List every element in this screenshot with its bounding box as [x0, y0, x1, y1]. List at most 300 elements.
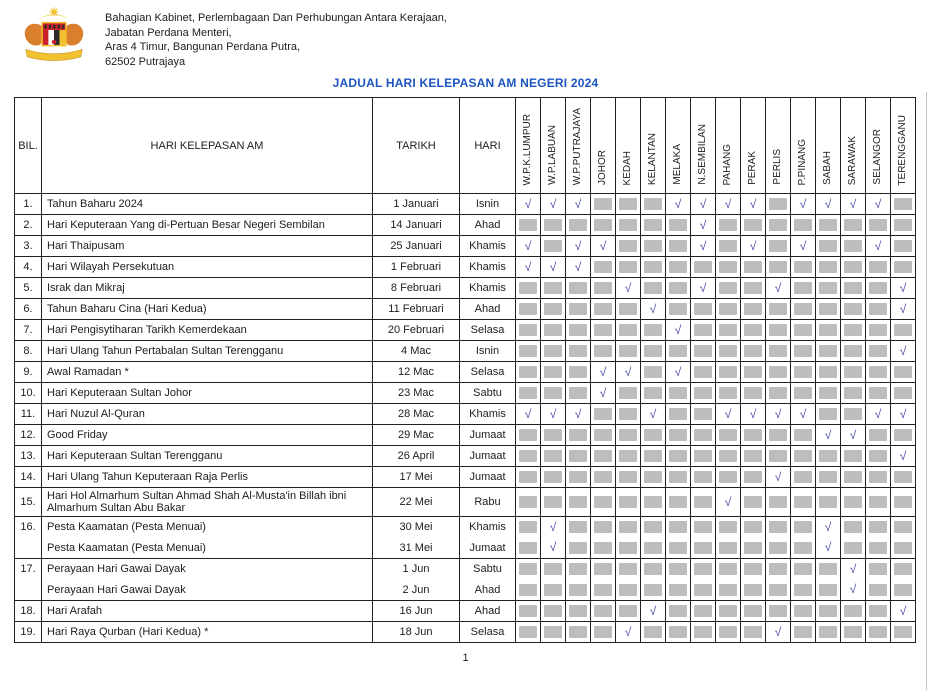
check-mark: √: [649, 603, 657, 618]
no-holiday-cell: [516, 362, 541, 383]
state-name-label: MELAKA: [672, 144, 683, 186]
no-holiday-cell: [841, 341, 866, 362]
no-holiday-cell: [516, 622, 541, 643]
state-column-header: [591, 98, 616, 194]
no-holiday-box: [869, 542, 887, 554]
no-holiday-cell: [766, 488, 791, 517]
bil-cell: 11.: [15, 404, 42, 425]
no-holiday-box: [519, 584, 537, 596]
holiday-check-cell: [516, 194, 541, 215]
table-row: [15, 517, 916, 538]
no-holiday-box: [719, 219, 737, 231]
address-line: Jabatan Perdana Menteri,: [105, 26, 232, 39]
bil-cell: 16.: [15, 517, 42, 538]
day-cell: Jumaat: [460, 538, 516, 559]
state-name-label: W.P.K.LUMPUR: [522, 113, 533, 186]
no-holiday-box: [819, 496, 837, 508]
state-column-header: [541, 98, 566, 194]
check-mark: √: [899, 343, 907, 358]
no-holiday-box: [619, 387, 637, 399]
no-holiday-box: [619, 198, 637, 210]
table-row: [15, 320, 916, 341]
no-holiday-box: [544, 429, 562, 441]
holiday-check-cell: [766, 622, 791, 643]
no-holiday-box: [869, 387, 887, 399]
no-holiday-cell: [741, 517, 766, 538]
no-holiday-box: [669, 521, 687, 533]
no-holiday-box: [744, 605, 762, 617]
no-holiday-cell: [841, 215, 866, 236]
no-holiday-cell: [766, 559, 791, 580]
check-mark: √: [799, 196, 807, 211]
no-holiday-cell: [641, 215, 666, 236]
no-holiday-cell: [866, 278, 891, 299]
no-holiday-box: [894, 366, 912, 378]
no-holiday-cell: [716, 362, 741, 383]
page-title: JADUAL HARI KELEPASAN AM NEGERI 2024: [332, 76, 599, 91]
no-holiday-box: [719, 240, 737, 252]
check-mark: √: [899, 406, 907, 421]
check-mark: √: [649, 406, 657, 421]
holiday-check-cell: [641, 601, 666, 622]
no-holiday-box: [519, 521, 537, 533]
table-row: [15, 404, 916, 425]
no-holiday-box: [644, 324, 662, 336]
no-holiday-box: [794, 429, 812, 441]
state-column-header: [791, 98, 816, 194]
no-holiday-cell: [766, 236, 791, 257]
no-holiday-cell: [566, 467, 591, 488]
no-holiday-cell: [791, 580, 816, 601]
no-holiday-cell: [716, 467, 741, 488]
no-holiday-box: [644, 219, 662, 231]
table-row: [15, 383, 916, 404]
no-holiday-cell: [691, 383, 716, 404]
no-holiday-box: [569, 303, 587, 315]
no-holiday-box: [694, 345, 712, 357]
no-holiday-cell: [891, 467, 916, 488]
no-holiday-cell: [516, 446, 541, 467]
check-mark: √: [574, 196, 582, 211]
no-holiday-box: [644, 450, 662, 462]
no-holiday-box: [669, 303, 687, 315]
no-holiday-cell: [591, 404, 616, 425]
holiday-check-cell: [691, 278, 716, 299]
no-holiday-box: [819, 261, 837, 273]
holiday-check-cell: [566, 194, 591, 215]
check-mark: √: [774, 406, 782, 421]
no-holiday-cell: [741, 538, 766, 559]
no-holiday-cell: [841, 383, 866, 404]
no-holiday-box: [744, 345, 762, 357]
no-holiday-cell: [691, 580, 716, 601]
no-holiday-cell: [766, 601, 791, 622]
no-holiday-cell: [541, 622, 566, 643]
no-holiday-cell: [591, 467, 616, 488]
no-holiday-box: [894, 261, 912, 273]
no-holiday-cell: [616, 580, 641, 601]
state-name-label: W.P.PUTRAJAYA: [572, 107, 583, 186]
no-holiday-cell: [666, 622, 691, 643]
no-holiday-box: [594, 429, 612, 441]
no-holiday-box: [594, 198, 612, 210]
no-holiday-box: [794, 261, 812, 273]
no-holiday-box: [819, 282, 837, 294]
no-holiday-cell: [841, 299, 866, 320]
no-holiday-box: [844, 521, 862, 533]
no-holiday-cell: [591, 622, 616, 643]
no-holiday-box: [719, 324, 737, 336]
holiday-check-cell: [616, 362, 641, 383]
state-column-header: [716, 98, 741, 194]
check-mark: √: [574, 406, 582, 421]
state-name-label: SABAH: [822, 151, 833, 186]
no-holiday-box: [669, 496, 687, 508]
table-row: [15, 538, 916, 559]
no-holiday-cell: [816, 236, 841, 257]
no-holiday-box: [694, 324, 712, 336]
no-holiday-box: [694, 542, 712, 554]
no-holiday-cell: [891, 236, 916, 257]
no-holiday-cell: [566, 488, 591, 517]
table-row: [15, 446, 916, 467]
no-holiday-box: [769, 198, 787, 210]
no-holiday-box: [744, 282, 762, 294]
malaysia-coat-of-arms-logo: [16, 7, 92, 65]
bil-cell: 15.: [15, 488, 42, 517]
no-holiday-cell: [691, 488, 716, 517]
no-holiday-cell: [766, 517, 791, 538]
no-holiday-box: [769, 324, 787, 336]
state-name-label: KELANTAN: [647, 133, 658, 186]
holiday-name-cell: Hari Keputeraan Sultan Johor: [42, 383, 373, 404]
table-row: [15, 425, 916, 446]
no-holiday-cell: [841, 236, 866, 257]
no-holiday-box: [794, 366, 812, 378]
no-holiday-box: [769, 429, 787, 441]
day-cell: Ahad: [460, 580, 516, 601]
no-holiday-box: [519, 324, 537, 336]
no-holiday-cell: [891, 362, 916, 383]
no-holiday-box: [794, 563, 812, 575]
no-holiday-cell: [616, 446, 641, 467]
date-cell: 25 Januari: [373, 236, 460, 257]
state-name-label: SARAWAK: [847, 135, 858, 186]
no-holiday-box: [619, 471, 637, 483]
no-holiday-box: [869, 563, 887, 575]
no-holiday-cell: [816, 601, 841, 622]
date-cell: 12 Mac: [373, 362, 460, 383]
no-holiday-box: [794, 324, 812, 336]
no-holiday-cell: [666, 538, 691, 559]
no-holiday-cell: [816, 467, 841, 488]
no-holiday-box: [769, 605, 787, 617]
date-cell: 22 Mei: [373, 488, 460, 517]
no-holiday-box: [794, 521, 812, 533]
no-holiday-cell: [791, 425, 816, 446]
check-mark: √: [874, 406, 882, 421]
no-holiday-box: [569, 542, 587, 554]
no-holiday-box: [719, 626, 737, 638]
no-holiday-box: [769, 450, 787, 462]
no-holiday-box: [719, 366, 737, 378]
no-holiday-cell: [516, 278, 541, 299]
no-holiday-box: [619, 584, 637, 596]
no-holiday-box: [544, 345, 562, 357]
no-holiday-cell: [716, 215, 741, 236]
no-holiday-box: [619, 240, 637, 252]
check-mark: √: [874, 196, 882, 211]
no-holiday-cell: [666, 425, 691, 446]
no-holiday-box: [694, 521, 712, 533]
no-holiday-cell: [641, 341, 666, 362]
no-holiday-cell: [616, 517, 641, 538]
no-holiday-cell: [791, 622, 816, 643]
no-holiday-box: [669, 408, 687, 420]
no-holiday-box: [819, 408, 837, 420]
no-holiday-box: [744, 303, 762, 315]
no-holiday-cell: [791, 278, 816, 299]
no-holiday-box: [894, 324, 912, 336]
check-mark: √: [524, 259, 532, 274]
holiday-check-cell: [541, 517, 566, 538]
no-holiday-box: [594, 345, 612, 357]
state-name-label: PERLIS: [772, 149, 783, 186]
no-holiday-cell: [541, 278, 566, 299]
no-holiday-cell: [541, 320, 566, 341]
no-holiday-cell: [791, 488, 816, 517]
no-holiday-box: [694, 303, 712, 315]
day-cell: Isnin: [460, 341, 516, 362]
check-mark: √: [549, 406, 557, 421]
check-mark: √: [774, 469, 782, 484]
no-holiday-cell: [716, 257, 741, 278]
no-holiday-box: [769, 542, 787, 554]
bil-cell: [15, 538, 42, 559]
no-holiday-cell: [866, 341, 891, 362]
bil-cell: 8.: [15, 341, 42, 362]
check-mark: √: [524, 196, 532, 211]
no-holiday-box: [544, 605, 562, 617]
no-holiday-box: [569, 450, 587, 462]
no-holiday-cell: [666, 446, 691, 467]
no-holiday-cell: [666, 236, 691, 257]
no-holiday-box: [669, 450, 687, 462]
no-holiday-box: [619, 261, 637, 273]
no-holiday-cell: [641, 622, 666, 643]
no-holiday-box: [694, 450, 712, 462]
holiday-check-cell: [591, 236, 616, 257]
no-holiday-box: [669, 542, 687, 554]
letterhead-address: [105, 7, 447, 69]
holiday-check-cell: [791, 194, 816, 215]
state-column-header: [841, 98, 866, 194]
no-holiday-box: [819, 605, 837, 617]
no-holiday-cell: [641, 383, 666, 404]
check-mark: √: [849, 582, 857, 597]
date-cell: 8 Februari: [373, 278, 460, 299]
no-holiday-box: [619, 345, 637, 357]
no-holiday-cell: [816, 383, 841, 404]
no-holiday-box: [694, 605, 712, 617]
no-holiday-cell: [866, 383, 891, 404]
no-holiday-cell: [716, 320, 741, 341]
holiday-name-cell: Hari Pengisytiharan Tarikh Kemerdekaan: [42, 320, 373, 341]
no-holiday-box: [794, 542, 812, 554]
no-holiday-box: [844, 324, 862, 336]
no-holiday-box: [544, 626, 562, 638]
no-holiday-box: [894, 626, 912, 638]
check-mark: √: [674, 364, 682, 379]
state-column-header: [516, 98, 541, 194]
no-holiday-box: [819, 240, 837, 252]
table-row: [15, 278, 916, 299]
no-holiday-box: [694, 496, 712, 508]
no-holiday-cell: [616, 425, 641, 446]
check-mark: √: [724, 494, 732, 509]
holiday-check-cell: [516, 236, 541, 257]
state-column-header: [641, 98, 666, 194]
holiday-check-cell: [591, 383, 616, 404]
holiday-table: [14, 97, 916, 643]
holiday-check-cell: [691, 215, 716, 236]
no-holiday-box: [719, 450, 737, 462]
holiday-check-cell: [766, 404, 791, 425]
no-holiday-box: [769, 563, 787, 575]
no-holiday-box: [694, 584, 712, 596]
no-holiday-cell: [591, 278, 616, 299]
no-holiday-box: [619, 303, 637, 315]
holiday-check-cell: [541, 404, 566, 425]
holiday-check-cell: [541, 538, 566, 559]
holiday-check-cell: [891, 446, 916, 467]
no-holiday-cell: [866, 446, 891, 467]
holiday-check-cell: [566, 404, 591, 425]
no-holiday-cell: [866, 601, 891, 622]
no-holiday-box: [594, 324, 612, 336]
no-holiday-box: [694, 471, 712, 483]
no-holiday-box: [844, 387, 862, 399]
date-cell: 31 Mei: [373, 538, 460, 559]
no-holiday-cell: [816, 278, 841, 299]
address-line: Aras 4 Timur, Bangunan Perdana Putra,: [105, 41, 301, 54]
no-holiday-box: [519, 387, 537, 399]
no-holiday-box: [694, 387, 712, 399]
no-holiday-box: [644, 429, 662, 441]
check-mark: √: [624, 364, 632, 379]
no-holiday-cell: [716, 622, 741, 643]
no-holiday-cell: [616, 601, 641, 622]
no-holiday-box: [519, 429, 537, 441]
holiday-check-cell: [791, 236, 816, 257]
no-holiday-cell: [566, 215, 591, 236]
no-holiday-cell: [741, 425, 766, 446]
no-holiday-cell: [541, 215, 566, 236]
check-mark: √: [599, 385, 607, 400]
no-holiday-cell: [616, 383, 641, 404]
no-holiday-cell: [841, 622, 866, 643]
no-holiday-cell: [641, 236, 666, 257]
no-holiday-cell: [716, 341, 741, 362]
no-holiday-cell: [866, 559, 891, 580]
day-cell: Selasa: [460, 320, 516, 341]
no-holiday-cell: [616, 404, 641, 425]
no-holiday-cell: [616, 320, 641, 341]
no-holiday-cell: [866, 467, 891, 488]
state-name-label: KEDAH: [622, 150, 633, 186]
no-holiday-box: [569, 521, 587, 533]
no-holiday-cell: [766, 299, 791, 320]
no-holiday-box: [594, 471, 612, 483]
no-holiday-cell: [566, 278, 591, 299]
table-row: [15, 194, 916, 215]
no-holiday-cell: [516, 601, 541, 622]
no-holiday-box: [894, 429, 912, 441]
holiday-check-cell: [691, 236, 716, 257]
no-holiday-cell: [766, 580, 791, 601]
no-holiday-box: [569, 605, 587, 617]
no-holiday-box: [669, 563, 687, 575]
state-column-header: [666, 98, 691, 194]
state-name-label: W.P.LABUAN: [547, 125, 558, 186]
check-mark: √: [574, 238, 582, 253]
table-row: [15, 362, 916, 383]
no-holiday-cell: [641, 580, 666, 601]
no-holiday-cell: [841, 446, 866, 467]
no-holiday-box: [844, 282, 862, 294]
no-holiday-box: [719, 471, 737, 483]
no-holiday-box: [519, 282, 537, 294]
no-holiday-cell: [641, 194, 666, 215]
check-mark: √: [824, 519, 832, 534]
no-holiday-box: [819, 450, 837, 462]
holiday-name-cell: Hari Wilayah Persekutuan: [42, 257, 373, 278]
no-holiday-box: [669, 626, 687, 638]
no-holiday-box: [794, 471, 812, 483]
table-row: [15, 257, 916, 278]
no-holiday-cell: [516, 559, 541, 580]
state-column-header: [891, 98, 916, 194]
no-holiday-box: [619, 542, 637, 554]
no-holiday-box: [594, 408, 612, 420]
no-holiday-box: [894, 563, 912, 575]
no-holiday-cell: [866, 488, 891, 517]
no-holiday-box: [519, 471, 537, 483]
no-holiday-box: [569, 324, 587, 336]
no-holiday-cell: [816, 446, 841, 467]
check-mark: √: [549, 540, 557, 555]
check-mark: √: [549, 196, 557, 211]
no-holiday-cell: [766, 257, 791, 278]
no-holiday-cell: [866, 320, 891, 341]
day-cell: Rabu: [460, 488, 516, 517]
state-name-label: SELANGOR: [872, 129, 883, 186]
no-holiday-box: [894, 471, 912, 483]
no-holiday-box: [894, 521, 912, 533]
page-scan-edge: [926, 92, 927, 690]
no-holiday-cell: [591, 488, 616, 517]
no-holiday-cell: [816, 362, 841, 383]
no-holiday-cell: [616, 467, 641, 488]
no-holiday-box: [594, 584, 612, 596]
no-holiday-box: [719, 542, 737, 554]
no-holiday-cell: [566, 299, 591, 320]
no-holiday-box: [819, 303, 837, 315]
no-holiday-cell: [691, 601, 716, 622]
no-holiday-box: [644, 240, 662, 252]
no-holiday-cell: [791, 446, 816, 467]
no-holiday-box: [569, 429, 587, 441]
